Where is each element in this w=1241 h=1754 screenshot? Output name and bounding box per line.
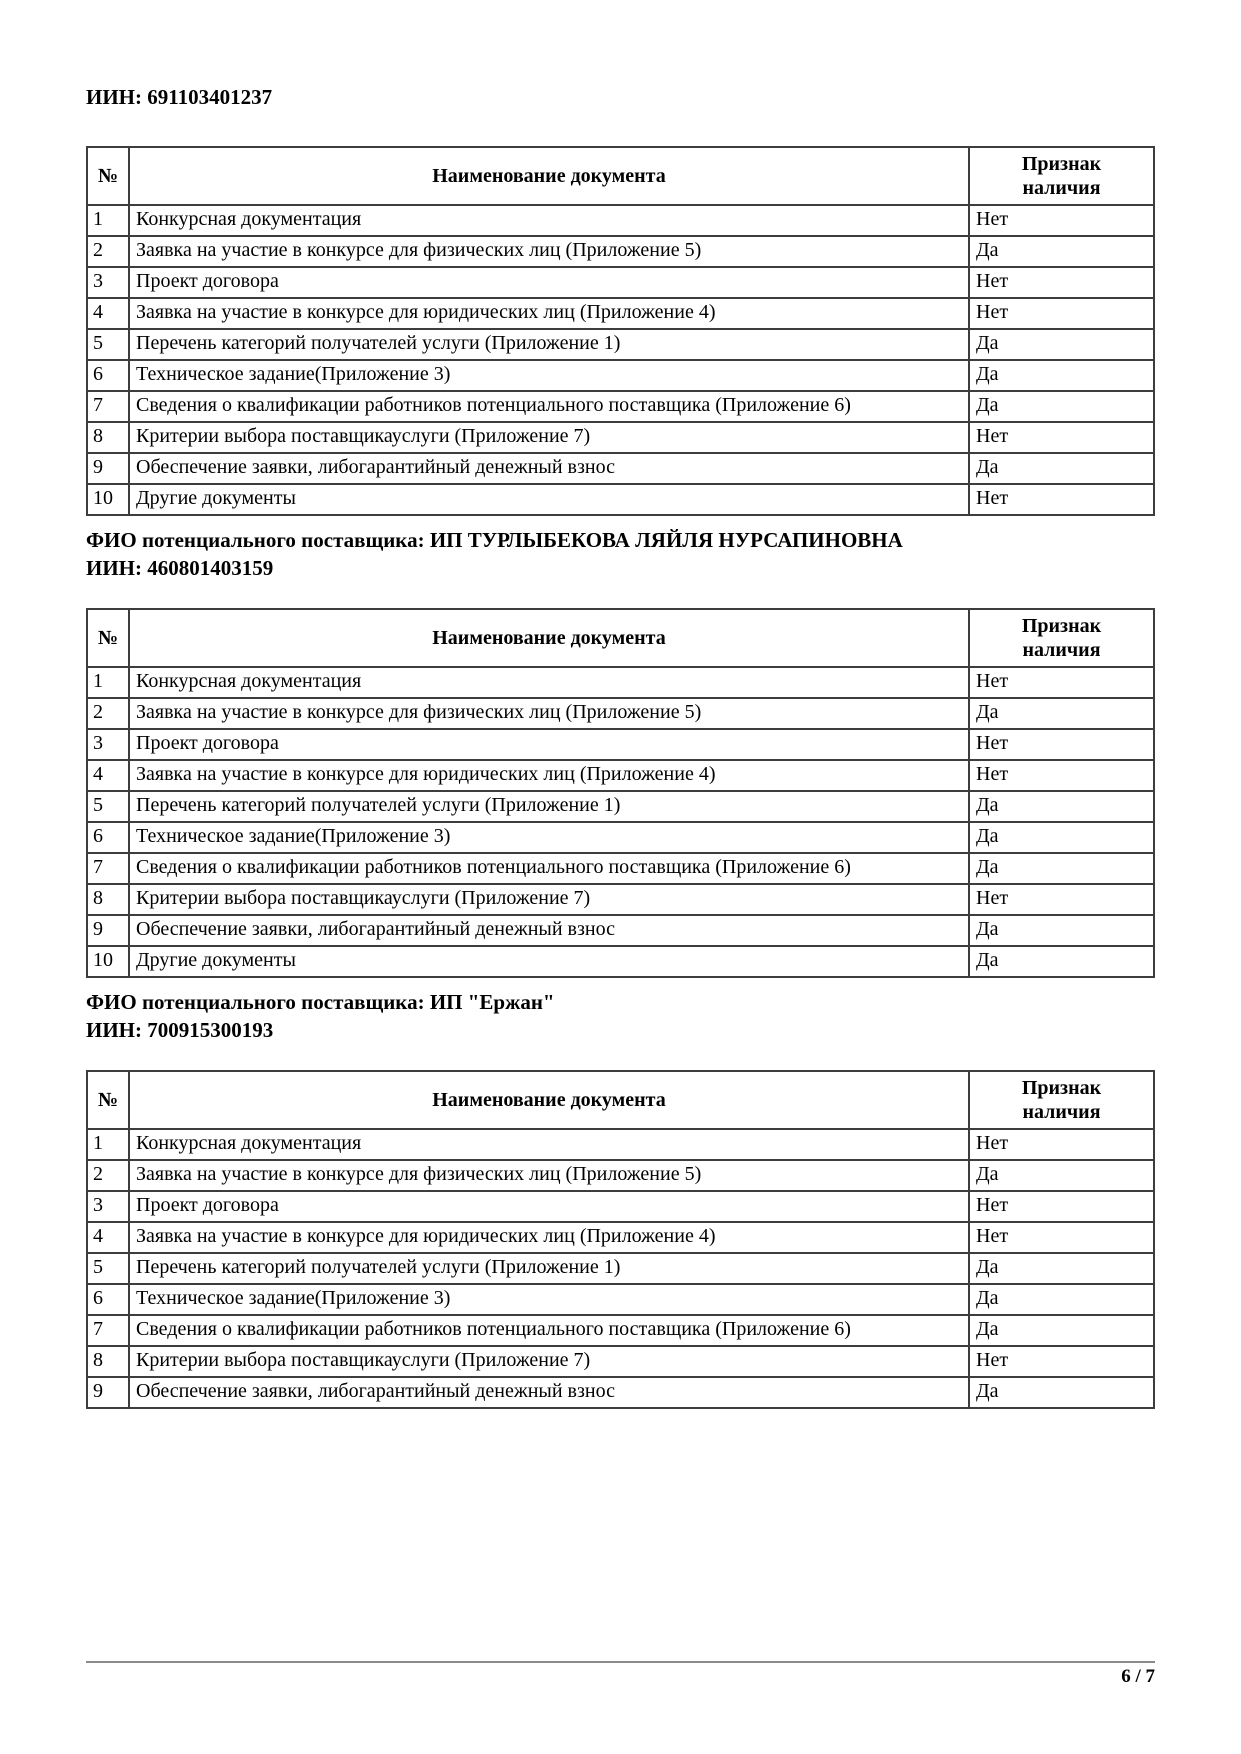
- row-number-cell: 6: [87, 1284, 129, 1315]
- column-header-number: №: [87, 1071, 129, 1129]
- document-name: Сведения о квалификации работников потенциального поставщика (Приложение 6): [136, 394, 851, 416]
- document-name: Обеспечение заявки, либогарантийный денежный взнос: [136, 1380, 615, 1402]
- flag-cell: Да: [969, 1284, 1154, 1315]
- table-row: [87, 422, 1154, 453]
- table-row: [87, 760, 1154, 791]
- flag-cell: Нет: [969, 267, 1154, 298]
- iin-heading: ИИН: 700915300193: [86, 1018, 274, 1042]
- row-number-cell: 3: [87, 729, 129, 760]
- flag-cell: Нет: [969, 760, 1154, 791]
- document-name-cell: [129, 267, 969, 298]
- document-name: Техническое задание(Приложение 3): [136, 825, 451, 847]
- row-number-cell: 8: [87, 884, 129, 915]
- fio-heading: ФИО потенциального поставщика: ИП ТУРЛЫБЕКОВА ЛЯЙЛЯ НУРСАПИНОВНА: [86, 528, 903, 552]
- row-number-cell: 5: [87, 1253, 129, 1284]
- flag-cell: Да: [969, 236, 1154, 267]
- column-header-flag-label: Признак наличия: [1021, 153, 1102, 199]
- iin-heading: ИИН: 460801403159: [86, 556, 274, 580]
- document-name: Сведения о квалификации работников потенциального поставщика (Приложение 6): [136, 1318, 851, 1340]
- document-name-cell: [129, 391, 969, 422]
- document-name: Техническое задание(Приложение 3): [136, 363, 451, 385]
- row-number-cell: 9: [87, 915, 129, 946]
- flag-cell: Нет: [969, 298, 1154, 329]
- flag-cell: Нет: [969, 1346, 1154, 1377]
- document-name-cell: [129, 484, 969, 515]
- document-name-cell: [129, 1377, 969, 1408]
- row-number-cell: 9: [87, 453, 129, 484]
- document-name-cell: [129, 1191, 969, 1222]
- document-name-cell: [129, 360, 969, 391]
- table-row: [87, 1191, 1154, 1222]
- document-name: Заявка на участие в конкурсе для физических лиц (Приложение 5): [136, 701, 702, 723]
- row-number-cell: 6: [87, 822, 129, 853]
- document-name: Проект договора: [136, 732, 279, 754]
- row-number-cell: 8: [87, 1346, 129, 1377]
- flag-cell: Да: [969, 853, 1154, 884]
- row-number-cell: 1: [87, 667, 129, 698]
- document-name-cell: [129, 946, 969, 977]
- document-name: Сведения о квалификации работников потенциального поставщика (Приложение 6): [136, 856, 851, 878]
- document-name: Заявка на участие в конкурсе для юридических лиц (Приложение 4): [136, 763, 716, 785]
- table-row: [87, 360, 1154, 391]
- document-name-cell: [129, 915, 969, 946]
- fio-heading: ФИО потенциального поставщика: ИП "Ержан": [86, 990, 555, 1014]
- document-name-cell: [129, 205, 969, 236]
- row-number-cell: 1: [87, 1129, 129, 1160]
- document-name: Перечень категорий получателей услуги (Приложение 1): [136, 332, 621, 354]
- document-name-cell: [129, 1222, 969, 1253]
- flag-cell: Да: [969, 915, 1154, 946]
- document-name-cell: [129, 760, 969, 791]
- row-number-cell: 2: [87, 236, 129, 267]
- supplier-heading-block: [86, 526, 1155, 582]
- document-name-cell: [129, 1129, 969, 1160]
- row-number-cell: 10: [87, 484, 129, 515]
- document-name-cell: [129, 667, 969, 698]
- table-row: [87, 884, 1154, 915]
- flag-cell: Нет: [969, 1129, 1154, 1160]
- column-header-flag: [969, 1071, 1154, 1129]
- row-number-cell: 5: [87, 329, 129, 360]
- document-name: Перечень категорий получателей услуги (Приложение 1): [136, 794, 621, 816]
- document-name: Критерии выбора поставщикауслуги (Приложение 7): [136, 1349, 591, 1371]
- table-row: [87, 267, 1154, 298]
- document-name-cell: [129, 1253, 969, 1284]
- document-name: Критерии выбора поставщикауслуги (Приложение 7): [136, 887, 591, 909]
- flag-cell: Да: [969, 1253, 1154, 1284]
- document-name-cell: [129, 1160, 969, 1191]
- table-row: [87, 329, 1154, 360]
- documents-table: [86, 146, 1155, 516]
- document-name-cell: [129, 1346, 969, 1377]
- table-row: [87, 1346, 1154, 1377]
- flag-cell: Нет: [969, 1191, 1154, 1222]
- flag-cell: Нет: [969, 484, 1154, 515]
- documents-table: [86, 1070, 1155, 1409]
- table-row: [87, 1284, 1154, 1315]
- table-row: [87, 1160, 1154, 1191]
- flag-cell: Нет: [969, 422, 1154, 453]
- document-name-cell: [129, 791, 969, 822]
- table-row: [87, 791, 1154, 822]
- document-name-cell: [129, 698, 969, 729]
- flag-cell: Нет: [969, 884, 1154, 915]
- document-name-cell: [129, 729, 969, 760]
- document-name: Конкурсная документация: [136, 1132, 362, 1154]
- document-content: [86, 84, 1155, 1419]
- document-name-cell: [129, 853, 969, 884]
- table-row: [87, 853, 1154, 884]
- table-row: [87, 205, 1154, 236]
- document-name: Обеспечение заявки, либогарантийный денежный взнос: [136, 918, 615, 940]
- flag-cell: Да: [969, 1315, 1154, 1346]
- document-name: Перечень категорий получателей услуги (Приложение 1): [136, 1256, 621, 1278]
- flag-cell: Да: [969, 391, 1154, 422]
- flag-cell: Да: [969, 791, 1154, 822]
- row-number-cell: 3: [87, 1191, 129, 1222]
- document-name: Другие документы: [136, 949, 296, 971]
- flag-cell: Нет: [969, 1222, 1154, 1253]
- table-row: [87, 822, 1154, 853]
- column-header-flag: [969, 609, 1154, 667]
- document-name-cell: [129, 1284, 969, 1315]
- document-name-cell: [129, 298, 969, 329]
- table-row: [87, 1315, 1154, 1346]
- table-row: [87, 1253, 1154, 1284]
- table-row: [87, 1129, 1154, 1160]
- flag-cell: Да: [969, 360, 1154, 391]
- table-header-row: [87, 609, 1154, 667]
- row-number-cell: 2: [87, 698, 129, 729]
- table-row: [87, 915, 1154, 946]
- document-name: Техническое задание(Приложение 3): [136, 1287, 451, 1309]
- document-name-cell: [129, 236, 969, 267]
- column-header-flag-label: Признак наличия: [1021, 1077, 1102, 1123]
- document-name: Проект договора: [136, 270, 279, 292]
- table-header-row: [87, 147, 1154, 205]
- document-name-cell: [129, 453, 969, 484]
- row-number-cell: 8: [87, 422, 129, 453]
- table-row: [87, 391, 1154, 422]
- row-number-cell: 7: [87, 853, 129, 884]
- column-header-flag: [969, 147, 1154, 205]
- flag-cell: Да: [969, 822, 1154, 853]
- documents-table: [86, 608, 1155, 978]
- flag-cell: Да: [969, 1160, 1154, 1191]
- flag-cell: Да: [969, 698, 1154, 729]
- column-header-flag-label: Признак наличия: [1021, 615, 1102, 661]
- row-number-cell: 5: [87, 791, 129, 822]
- column-header-name: Наименование документа: [129, 147, 969, 205]
- table-row: [87, 946, 1154, 977]
- flag-cell: Да: [969, 946, 1154, 977]
- table-row: [87, 698, 1154, 729]
- column-header-number: №: [87, 609, 129, 667]
- supplier-heading-block: [86, 988, 1155, 1044]
- row-number-cell: 4: [87, 298, 129, 329]
- document-name: Заявка на участие в конкурсе для юридических лиц (Приложение 4): [136, 1225, 716, 1247]
- flag-cell: Нет: [969, 667, 1154, 698]
- document-name: Заявка на участие в конкурсе для юридических лиц (Приложение 4): [136, 301, 716, 323]
- row-number-cell: 7: [87, 391, 129, 422]
- row-number-cell: 2: [87, 1160, 129, 1191]
- row-number-cell: 4: [87, 760, 129, 791]
- column-header-name: Наименование документа: [129, 609, 969, 667]
- document-name: Обеспечение заявки, либогарантийный денежный взнос: [136, 456, 615, 478]
- flag-cell: Да: [969, 329, 1154, 360]
- flag-cell: Нет: [969, 205, 1154, 236]
- flag-cell: Нет: [969, 729, 1154, 760]
- table-header-row: [87, 1071, 1154, 1129]
- document-name: Проект договора: [136, 1194, 279, 1216]
- column-header-name: Наименование документа: [129, 1071, 969, 1129]
- column-header-number: №: [87, 147, 129, 205]
- flag-cell: Да: [969, 453, 1154, 484]
- row-number-cell: 9: [87, 1377, 129, 1408]
- document-name-cell: [129, 1315, 969, 1346]
- table-row: [87, 484, 1154, 515]
- document-name: Критерии выбора поставщикауслуги (Приложение 7): [136, 425, 591, 447]
- row-number-cell: 10: [87, 946, 129, 977]
- document-name: Другие документы: [136, 487, 296, 509]
- table-row: [87, 298, 1154, 329]
- document-name: Конкурсная документация: [136, 208, 362, 230]
- table-row: [87, 667, 1154, 698]
- document-name-cell: [129, 422, 969, 453]
- document-name: Заявка на участие в конкурсе для физических лиц (Приложение 5): [136, 1163, 702, 1185]
- iin-heading: ИИН: 691103401237: [86, 85, 273, 109]
- table-row: [87, 729, 1154, 760]
- document-name: Заявка на участие в конкурсе для физических лиц (Приложение 5): [136, 239, 702, 261]
- row-number-cell: 3: [87, 267, 129, 298]
- row-number-cell: 1: [87, 205, 129, 236]
- document-name-cell: [129, 329, 969, 360]
- table-row: [87, 1222, 1154, 1253]
- flag-cell: Да: [969, 1377, 1154, 1408]
- document-name-cell: [129, 822, 969, 853]
- row-number-cell: 4: [87, 1222, 129, 1253]
- document-name: Конкурсная документация: [136, 670, 362, 692]
- table-row: [87, 1377, 1154, 1408]
- footer-divider: [86, 1661, 1155, 1688]
- page-number: 6 / 7: [1121, 1666, 1155, 1687]
- table-row: [87, 453, 1154, 484]
- table-row: [87, 236, 1154, 267]
- row-number-cell: 7: [87, 1315, 129, 1346]
- row-number-cell: 6: [87, 360, 129, 391]
- document-name-cell: [129, 884, 969, 915]
